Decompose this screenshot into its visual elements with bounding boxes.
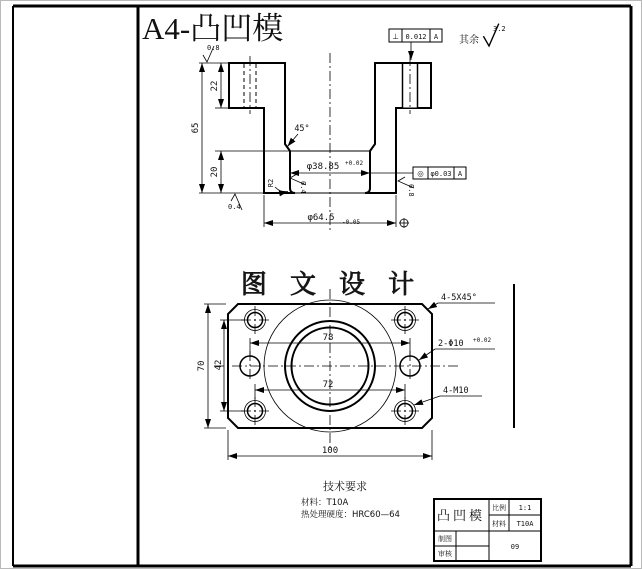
hidden-hole (244, 56, 256, 114)
dim-pin-span: 78 (322, 333, 334, 343)
roughness-bore-value: 0.4 (299, 181, 307, 194)
plan-dimensions (197, 304, 432, 460)
roughness-outer-value: 0.8 (407, 184, 415, 197)
title-block-part-name: 凸凹模 (436, 509, 486, 524)
perp-symbol: ⊥ (392, 32, 399, 41)
note-screw-holes: 4-M10 (443, 386, 469, 396)
plan-notes (414, 293, 495, 405)
note-pin-holes: 2-Φ10 (438, 339, 464, 349)
section-left-wall (229, 63, 295, 193)
tech-req-line2: 热处理硬度：HRC60—64 (301, 510, 400, 520)
note-corner-chamfer: 4-5X45° (441, 293, 477, 303)
tech-req-line1: 材料：T10A (301, 498, 349, 508)
roughness-bottom-face (228, 194, 242, 211)
dim-bore-dia-tol: +0.02 (345, 160, 364, 167)
title-block-material-label: 材料 (492, 520, 506, 528)
perpendicularity-frame (389, 29, 442, 60)
coax-datum: A (457, 170, 463, 178)
coax-value: φ0.03 (430, 170, 452, 178)
dim-outer-dia: φ64.5 (307, 213, 335, 223)
dim-plate-height: 70 (197, 360, 207, 372)
title-block-scale-label: 比例 (492, 504, 506, 512)
roughness-top-face (203, 44, 220, 62)
roughness-bottom-value: 0.4 (228, 203, 241, 211)
dim-screw-span: 72 (322, 380, 334, 390)
engineering-drawing (1, 1, 642, 569)
dim-total-height: 65 (191, 122, 201, 134)
surface-note-value: 3.2 (493, 25, 506, 33)
dim-outer-dia-tol: -0.05 (342, 219, 361, 226)
title-block-drawn-label: 制图 (438, 535, 452, 543)
dim-bore-depth: 20 (210, 166, 220, 178)
tech-req-heading: 技术要求 (323, 480, 367, 493)
title-block-checked-label: 审核 (438, 550, 452, 558)
roughness-bore-wall (290, 174, 307, 194)
dim-bore-dia: φ38.85 (306, 162, 340, 172)
coax-symbol: ◎ (417, 169, 424, 178)
title-block (434, 499, 541, 561)
roughness-top-value: 0.8 (207, 44, 220, 52)
dim-plate-width: 100 (321, 446, 339, 456)
section-dimensions (191, 63, 413, 228)
dim-fillet: R2 (267, 178, 275, 188)
surface-note-prefix: 其余 (459, 35, 479, 46)
surface-finish-note (459, 24, 506, 46)
coaxiality-frame (413, 167, 466, 179)
section-view (191, 29, 466, 233)
roughness-outer-wall (398, 177, 415, 197)
page-title: A4-凸凹模 (142, 11, 284, 46)
title-block-scale-value: 1:1 (518, 504, 532, 512)
perp-datum: A (433, 33, 439, 41)
dim-chamfer-angle: 45° (294, 124, 310, 134)
plan-view (197, 289, 495, 460)
dim-flange-thickness: 22 (210, 80, 220, 92)
dim-screw-row-spacing: 42 (214, 359, 224, 371)
title-block-material-value: T10A (516, 520, 534, 528)
watermark: 图 文 设 计 (240, 270, 422, 300)
perp-value: 0.012 (405, 33, 427, 41)
technical-requirements (301, 479, 400, 520)
note-pin-holes-tol: +0.02 (473, 337, 492, 344)
title-block-sheet-no: 09 (510, 543, 520, 551)
datum-target-icon (399, 218, 409, 228)
